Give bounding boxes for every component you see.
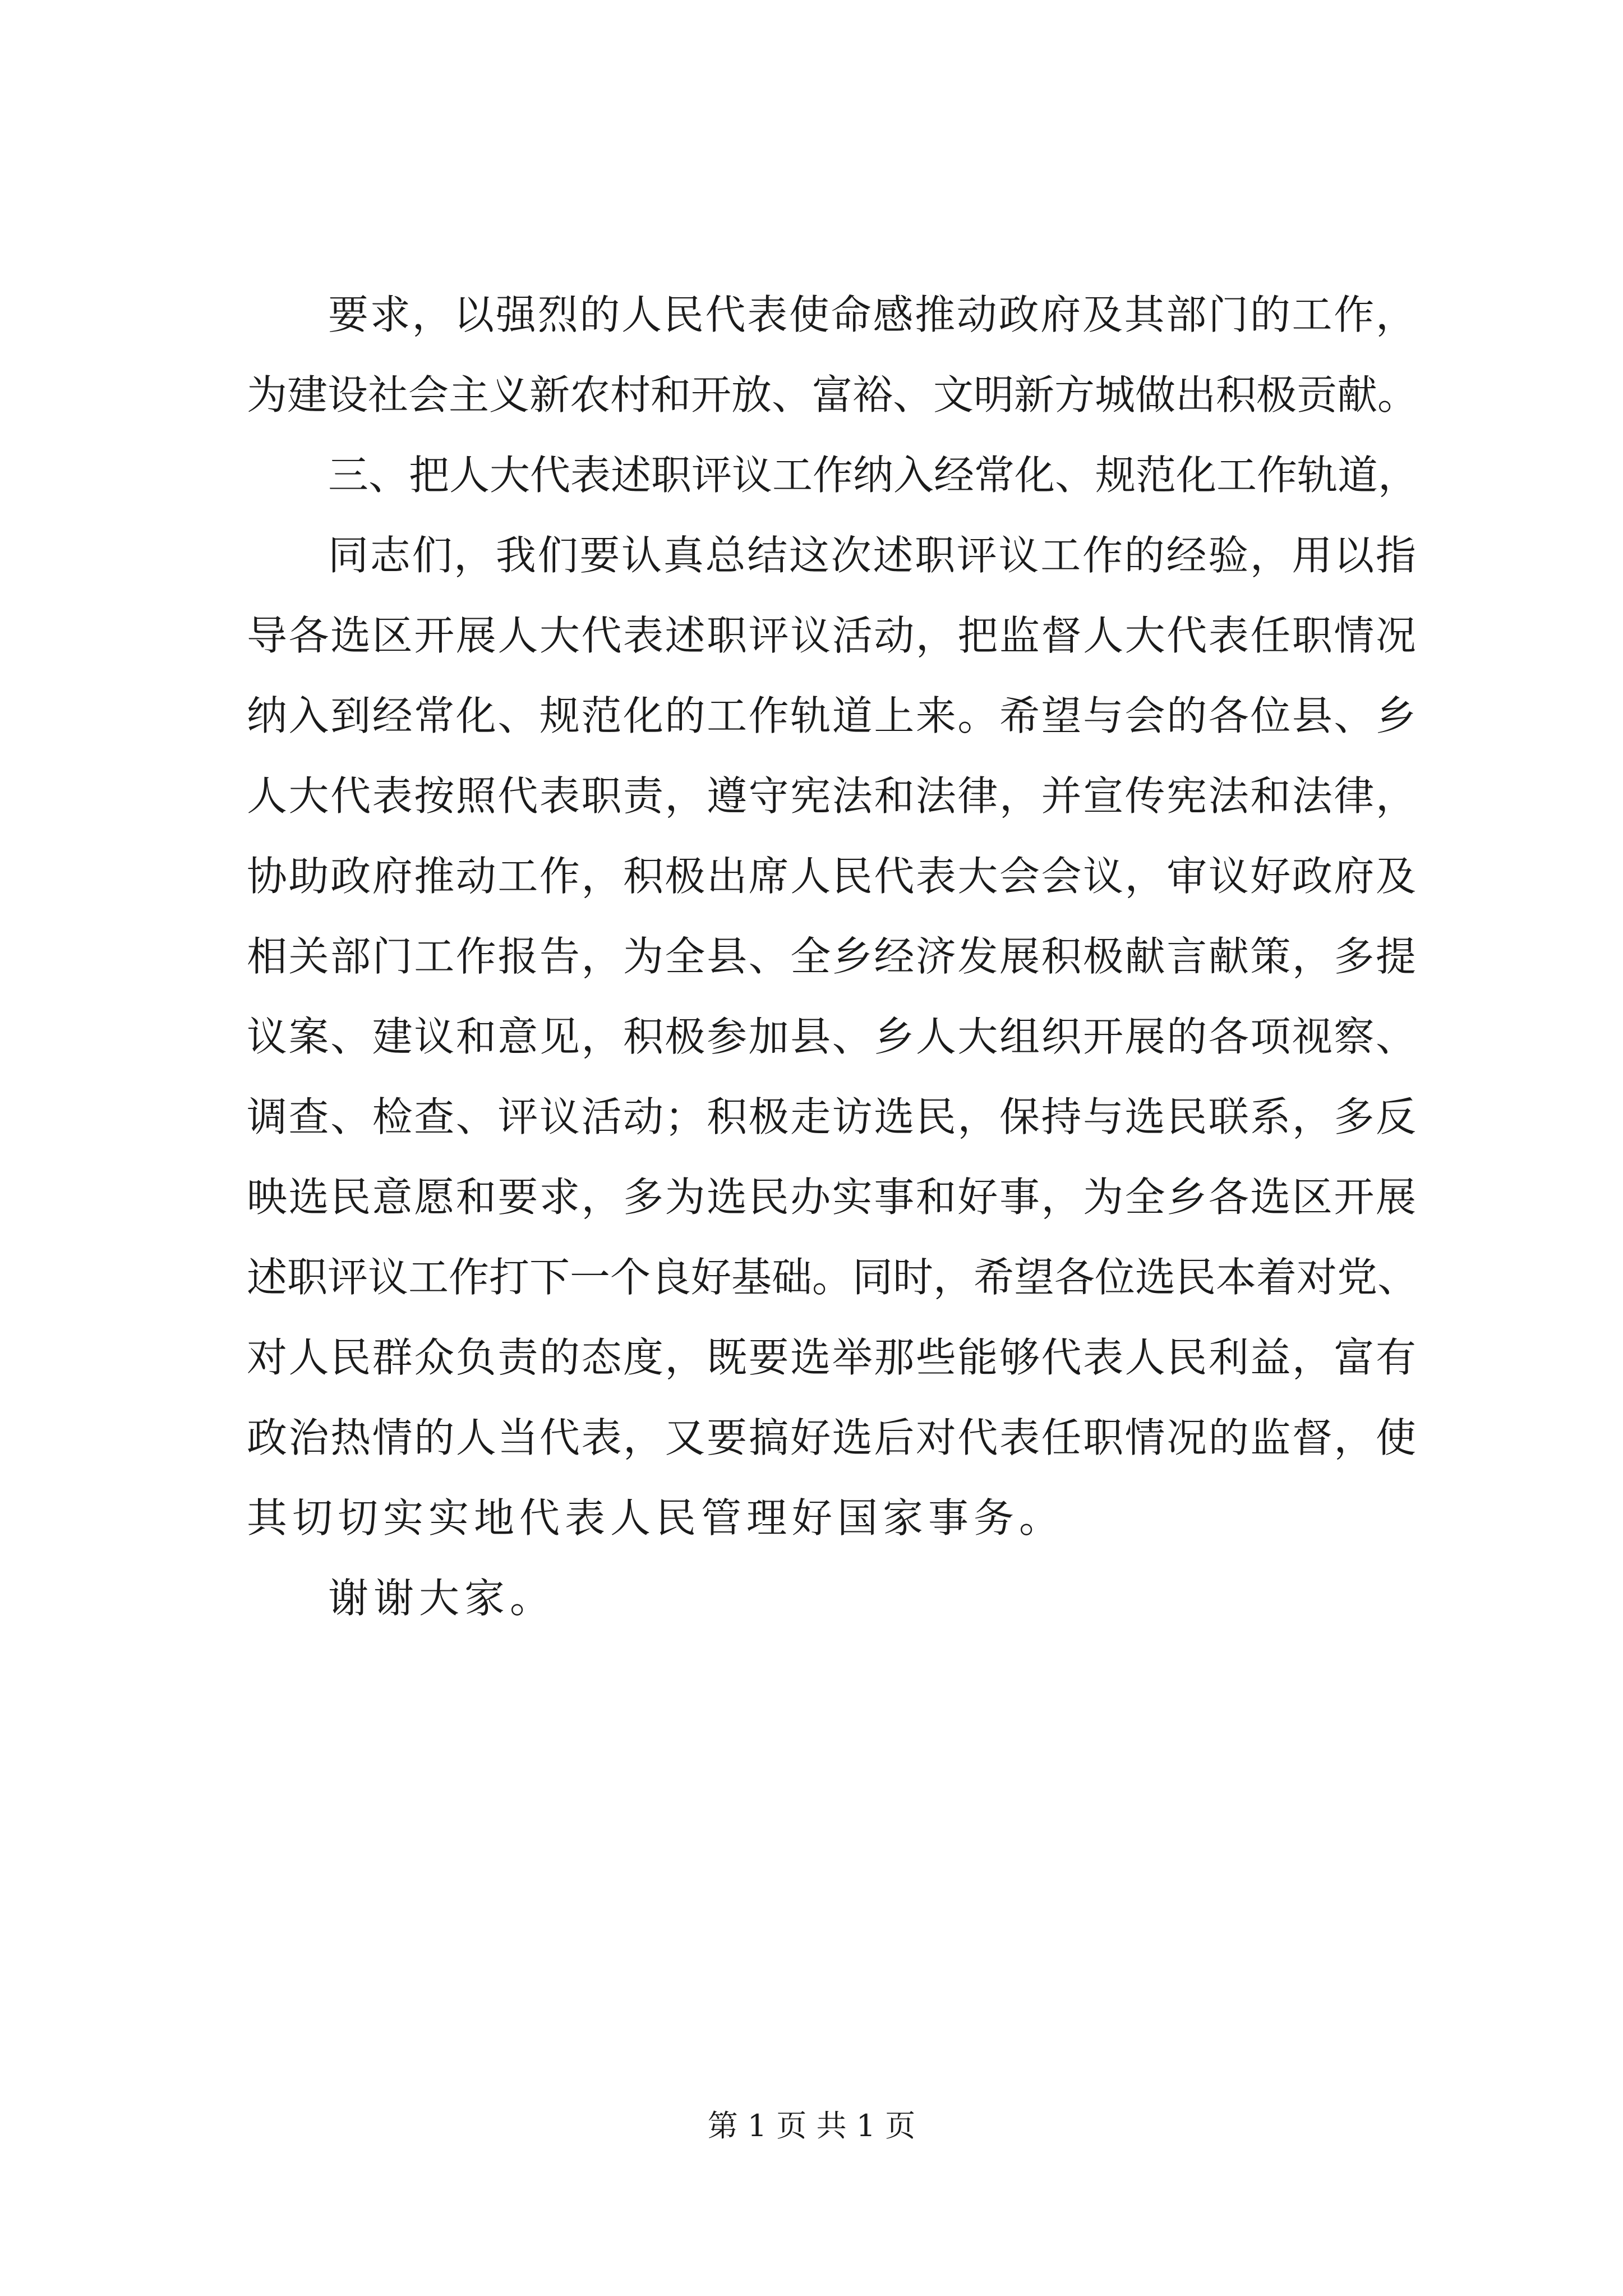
page-footer [0,2106,1623,2146]
section-heading-3: 三、把人大代表述职评议工作纳入经常化、规范化工作轨道， [328,452,1419,499]
closing-line: 谢谢大家。 [328,1575,556,1622]
text-line-15: 政治热情的人当代表，又要搞好选后对代表任职情况的监督，使 [247,1414,1416,1461]
text-line-1: 要求，以强烈的人民代表使命感推动政府及其部门的工作， [328,291,1416,338]
text-line-2: 为建设社会主义新农村和开放、富裕、文明新方城做出积极贡献。 [247,371,1418,418]
text-line-14: 对人民群众负责的态度，既要选举那些能够代表人民利益，富有 [247,1334,1416,1381]
text-line-4: 同志们，我们要认真总结这次述职评议工作的经验，用以指 [328,532,1416,579]
text-line-16: 其切切实实地代表人民管理好国家事务。 [247,1494,1065,1542]
text-line-9: 相关部门工作报告，为全县、全乡经济发展积极献言献策，多提 [247,933,1416,980]
text-line-7: 人大代表按照代表职责，遵守宪法和法律，并宣传宪法和法律， [247,772,1416,820]
text-line-12: 映选民意愿和要求，多为选民办实事和好事，为全乡各选区开展 [247,1174,1416,1221]
text-line-8: 协助政府推动工作，积极出席人民代表大会会议，审议好政府及 [247,853,1416,900]
text-line-5: 导各选区开展人大代表述职评议活动，把监督人大代表任职情况 [247,612,1416,659]
page-number: 第 1 页 共 1 页 [707,2108,916,2143]
text-line-13: 述职评议工作打下一个良好基础。同时，希望各位选民本着对党、 [247,1254,1418,1301]
text-line-10: 议案、建议和意见，积极参加县、乡人大组织开展的各项视察、 [247,1013,1416,1060]
document-body [247,275,1419,1639]
text-line-11: 调查、检查、评议活动；积极走访选民，保持与选民联系，多反 [247,1093,1416,1140]
text-line-6: 纳入到经常化、规范化的工作轨道上来。希望与会的各位县、乡 [247,692,1416,739]
